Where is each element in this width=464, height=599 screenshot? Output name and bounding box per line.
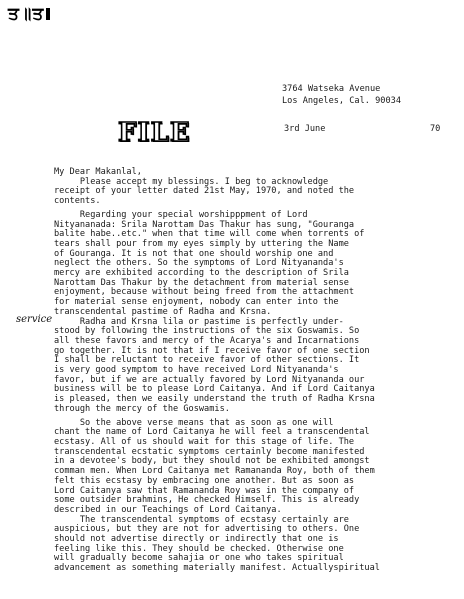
body-line: for material sense enjoyment, nobody can enter into the: [54, 297, 339, 308]
body-line: feeling like this. They should be checked. Otherwise one: [54, 543, 344, 554]
body-line: all these favors and mercy of the Acarya's and Incarnations: [54, 335, 360, 346]
letter-body: [54, 168, 456, 574]
sender-address: [282, 83, 401, 107]
file-stamp: FILE: [118, 118, 191, 148]
body-line: mercy are exhibited according to the description of Srila: [54, 268, 349, 279]
body-line: stood by following the instructions of the six Goswamis. So: [54, 326, 360, 337]
body-line: is very good symptom to have received Lord Nityananda's: [54, 365, 339, 376]
date-year: 70: [430, 124, 441, 134]
body-line: The transcendental symptoms of ecstasy certainly are: [54, 514, 349, 525]
body-line: Regarding your special worshipppment of Lord: [54, 209, 308, 220]
address-line-1: 3764 Watseka Avenue: [282, 84, 381, 94]
body-line: favor, but if we are actually favored by Lord Nityananda our: [54, 374, 365, 385]
body-line: some outsider brahmins, He checked Himself. This is already: [54, 495, 360, 506]
body-line: advancement as something materially manifest. Actuallyspiritual: [54, 563, 380, 574]
letter-date: [284, 124, 441, 134]
body-line: in a devotee's body, but they should not be exhibited amongst: [54, 456, 370, 467]
body-line: will gradually become sahajia or one who takes spiritual: [54, 553, 344, 564]
handwritten-margin-note: service: [16, 314, 53, 325]
body-line: go together. It is not that if I receive favor of one section: [54, 345, 370, 356]
salutation: My Dear Makanlal,: [54, 167, 142, 177]
body-line: auspicious, but they are not for advertising to others. One: [54, 524, 360, 535]
body-line: Please accept my blessings. I beg to acknowledge: [54, 176, 329, 187]
body-line: transcendental ecstatic symptoms certainly become manifested: [54, 446, 365, 457]
body-line: enjoyment, because without being freed from the attachment: [54, 287, 355, 298]
body-line: So the above verse means that as soon as one will: [54, 417, 334, 428]
body-line: transcendental pastime of Radha and Krsna.: [54, 306, 272, 317]
body-line: felt this ecstasy by embracing one another. But as soon as: [54, 475, 355, 486]
body-line: Nityananada: Srila Narottam Das Thakur has sung, "Gouranga: [54, 219, 355, 230]
body-line: Radha and Krsna lila or pastime is perfectly under-: [54, 316, 344, 327]
body-line: Lord Caitanya saw that Ramananda Roy was in the company of: [54, 485, 355, 496]
body-line: contents.: [54, 196, 101, 207]
top-corner-stamp: ਤ॥ਤ: [8, 4, 50, 24]
body-line: through the mercy of the Goswamis.: [54, 403, 230, 414]
body-line: described in our Teachings of Lord Caitanya.: [54, 504, 282, 515]
body-line: should not advertise directly or indirectly that one is: [54, 534, 339, 545]
body-line: Narottam Das Thakur by the detachment from material sense: [54, 277, 349, 288]
body-line: neglect the others. So the symptoms of Lord Nityananda's: [54, 258, 344, 269]
body-line: of Gouranga. It is not that one should worship one and: [54, 248, 334, 259]
date-day: 3rd June: [284, 124, 326, 134]
body-line: comman men. When Lord Caitanya met Ramananda Roy, both of them: [54, 466, 375, 477]
address-line-2: Los Angeles, Cal. 90034: [282, 96, 401, 106]
body-line: tears shall pour from my eyes simply by uttering the Name: [54, 238, 349, 249]
body-line: I shall be reluctant to receive favor of other sections. It: [54, 355, 360, 366]
body-line: is pleased, then we easily understand the truth of Radha Krsna: [54, 394, 375, 405]
body-line: balite habe..etc." when that time will come when torrents of: [54, 229, 365, 240]
body-line: ecstasy. All of us should wait for this stage of life. The: [54, 436, 355, 447]
body-line: chant the name of Lord Caitanya he will feel a transcendental: [54, 427, 370, 438]
body-line: business will be to please Lord Caitanya. And if Lord Caitanya: [54, 384, 375, 395]
body-line: receipt of your letter dated 21st May, 1970, and noted the: [54, 186, 355, 197]
